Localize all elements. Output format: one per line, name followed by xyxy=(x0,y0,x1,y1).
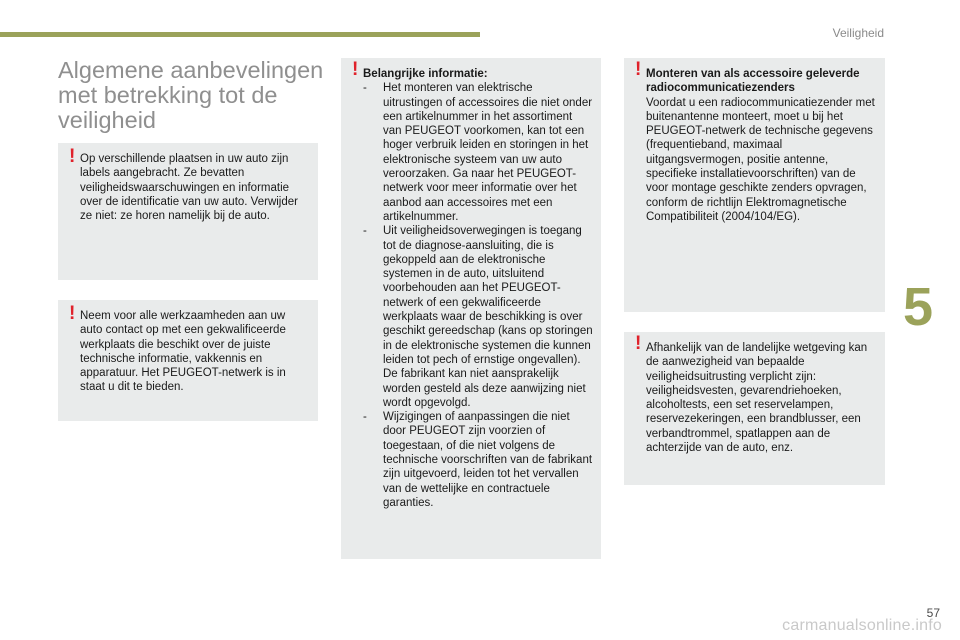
warning-box-labels xyxy=(58,143,318,280)
header-accent-bar xyxy=(0,32,480,37)
safety-equipment-text: Afhankelijk van de landelijke wetgeving kan de aanwezigheid van bepaalde veiligheidsuitrusting verplicht zijn: veiligheidsvesten, gevarendriehoeken, alcoholtests, een set reservelampen, reservezekeringen, een brandblusser, een verbandtrommel, spatlappen aan de achterzijde van de auto, enz. xyxy=(646,342,868,455)
chapter-number: 5 xyxy=(903,277,934,337)
workshop-warning-text: Neem voor alle werkzaamheden aan uw auto contact op met een gekwalificeerde werkplaats die beschikt over de juiste technische informatie, vakkennis en apparatuur. Het PEUGEOT-netwerk is in staat u dit te bieden. xyxy=(80,310,286,394)
warning-icon: ! xyxy=(635,333,642,354)
important-info-content xyxy=(363,67,593,510)
important-info-heading: Belangrijke informatie: xyxy=(363,68,488,80)
list-item: - Uit veiligheidsoverwegingen is toegang tot de diagnose-aansluiting, die is gekoppeld aan de elektronische systemen in de auto, uitsluitend voorbehouden aan het PEUGEOT-netwerk of een gekwalificeerde werkplaats waar de beschikking is over geschikt gereedschap (kans op storingen in de elektronische systemen die kunnen leiden tot pech of ernstige ongevallen). De fabrikant kan niet aansprakelijk worden gesteld als deze aanwijzing niet wordt opgevolgd. xyxy=(363,224,593,410)
radio-transmitters-text: Voordat u een radiocommunicatiezender met buitenantenne monteert, moet u bij het PEUGEOT-netwerk de technische gegevens (frequentieband, maximaal uitgangsvermogen, positie antenne, specifieke installatievoorschriften) van de voor montage geschikte zenders opvragen, conform de richtlijn Elektromagnetische Compatibiliteit (2004/104/EG). xyxy=(646,96,875,223)
important-info-list xyxy=(363,81,593,510)
warning-box-safety-equipment xyxy=(624,332,885,485)
warning-box-important-info xyxy=(341,58,601,559)
warning-icon: ! xyxy=(69,146,76,167)
radio-transmitters-content xyxy=(646,67,877,224)
warning-icon: ! xyxy=(635,59,642,80)
warning-icon: ! xyxy=(69,303,76,324)
page-number: 57 xyxy=(926,606,940,620)
warning-icon: ! xyxy=(352,59,359,80)
section-label: Veiligheid xyxy=(832,26,884,40)
warning-box-workshop xyxy=(58,300,318,421)
labels-warning-text: Op verschillende plaatsen in uw auto zijn labels aangebracht. Ze bevatten veiligheidswaarschuwingen en informatie over de identificatie van uw auto. Verwijder ze niet: ze horen namelijk bij de auto. xyxy=(80,153,298,223)
page-title: Algemene aanbevelingen met betrekking tot de veiligheid xyxy=(58,57,324,133)
list-item: - Het monteren van elektrische uitrustingen of accessoires die niet onder een artikelnummer in het assortiment van PEUGEOT voorkomen, kan tot een hoger verbruik leiden en storingen in het elektronische systeem van uw auto veroorzaken. Ga naar het PEUGEOT-netwerk voor meer informatie over het aanbod aan accessoires met een artikelnummer. xyxy=(363,81,593,224)
watermark: carmanualsonline.info xyxy=(782,617,942,634)
radio-transmitters-heading: Monteren van als accessoire geleverde radiocommunicatiezenders xyxy=(646,68,860,95)
warning-box-radio-transmitters xyxy=(624,58,885,312)
list-item: - Wijzigingen of aanpassingen die niet door PEUGEOT zijn voorzien of toegestaan, of die niet volgens de technische voorschriften van de fabrikant zijn uitgevoerd, leiden tot het vervallen van de wettelijke en contractuele garanties. xyxy=(363,410,593,510)
